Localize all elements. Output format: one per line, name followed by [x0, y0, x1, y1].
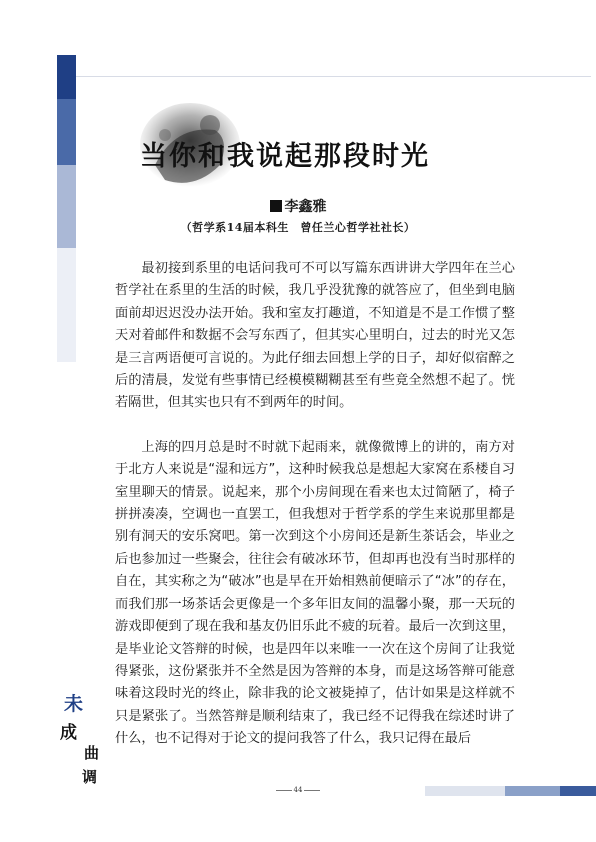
left-bar-block-4	[57, 248, 76, 362]
author-name: 李鑫雅	[284, 199, 327, 215]
footer-bar-light	[425, 786, 505, 796]
author-line	[0, 196, 596, 216]
author-affiliation: （哲学系14届本科生 曾任兰心哲学社社长）	[180, 221, 416, 234]
footer-bar-mid	[505, 786, 560, 796]
paragraph-2: 上海的四月总是时不时就下起雨来，就像微博上的讲的，南方对于北方人来说是“湿和远方”，这种时候我总是想起大家窝在系楼自习室里聊天的情景。说起来，那个小房间现在看来也太过简陋了，椅子拼拼凑凑，空调也一直罢工，但我想对于哲学系的学生来说那里都是别有洞天的安乐窝吧。第一次到这个小房间还是新生茶话会，毕业之后也参加过一些聚会，往往会有破冰环节，但却再也没有当时那样的自在，其实称之为“破冰”也是早在开始相熟前便暗示了“冰”的存在，而我们那一场茶话会更像是一个多年旧友间的温馨小聚，那一天玩的游戏即便到了现在我和基友仍旧乐此不疲的玩着。最后一次到这里，是毕业论文答辩的时候，也是四年以来唯一一次在这个房间了让我觉得紧张，这份紧张并不全然是因为答辩的本身，而是这场答辩可能意味着这段时光的终止，除非我的论文被毙掉了，估计如果是这样就不只是紧张了。当然答辩是顺利结束了，我已经不记得我在综述时讲了什么，也不记得对于论文的提问我答了什么，我只记得在最后	[115, 439, 515, 747]
square-bullet-icon	[270, 200, 282, 212]
page-number: 44	[272, 786, 324, 794]
top-rule	[76, 76, 591, 77]
article-body	[115, 258, 515, 751]
paragraph-1: 最初接到系里的电话问我可不可以写篇东西讲讲大学四年在兰心哲学社在系里的生活的时候，我几乎没犹豫的就答应了，但坐到电脑面前却迟迟没办法开始。我和室友打趣道，不知道是不是工作惯了整天对着邮件和数据不会写东西了，但其实心里明白，过去的时光又怎是三言两语便可言说的。为此仔细去回想上学的日子，却好似宿醉之后的清晨，发觉有些事情已经模模糊糊甚至有些竟全然想不起了。恍若隔世，但其实也只有不到两年的时间。	[115, 261, 515, 411]
footer-bar-dark	[560, 786, 596, 796]
article-title: 当你和我说起那段时光	[140, 141, 430, 172]
side-calligraphy-logo	[58, 690, 108, 790]
left-bar-block-1	[57, 55, 76, 99]
logo-char-4: 调	[82, 768, 98, 786]
left-bar-block-2	[57, 99, 76, 165]
logo-char-1: 未	[64, 693, 84, 715]
logo-char-3: 曲	[84, 744, 100, 762]
logo-char-2: 成	[60, 723, 77, 743]
